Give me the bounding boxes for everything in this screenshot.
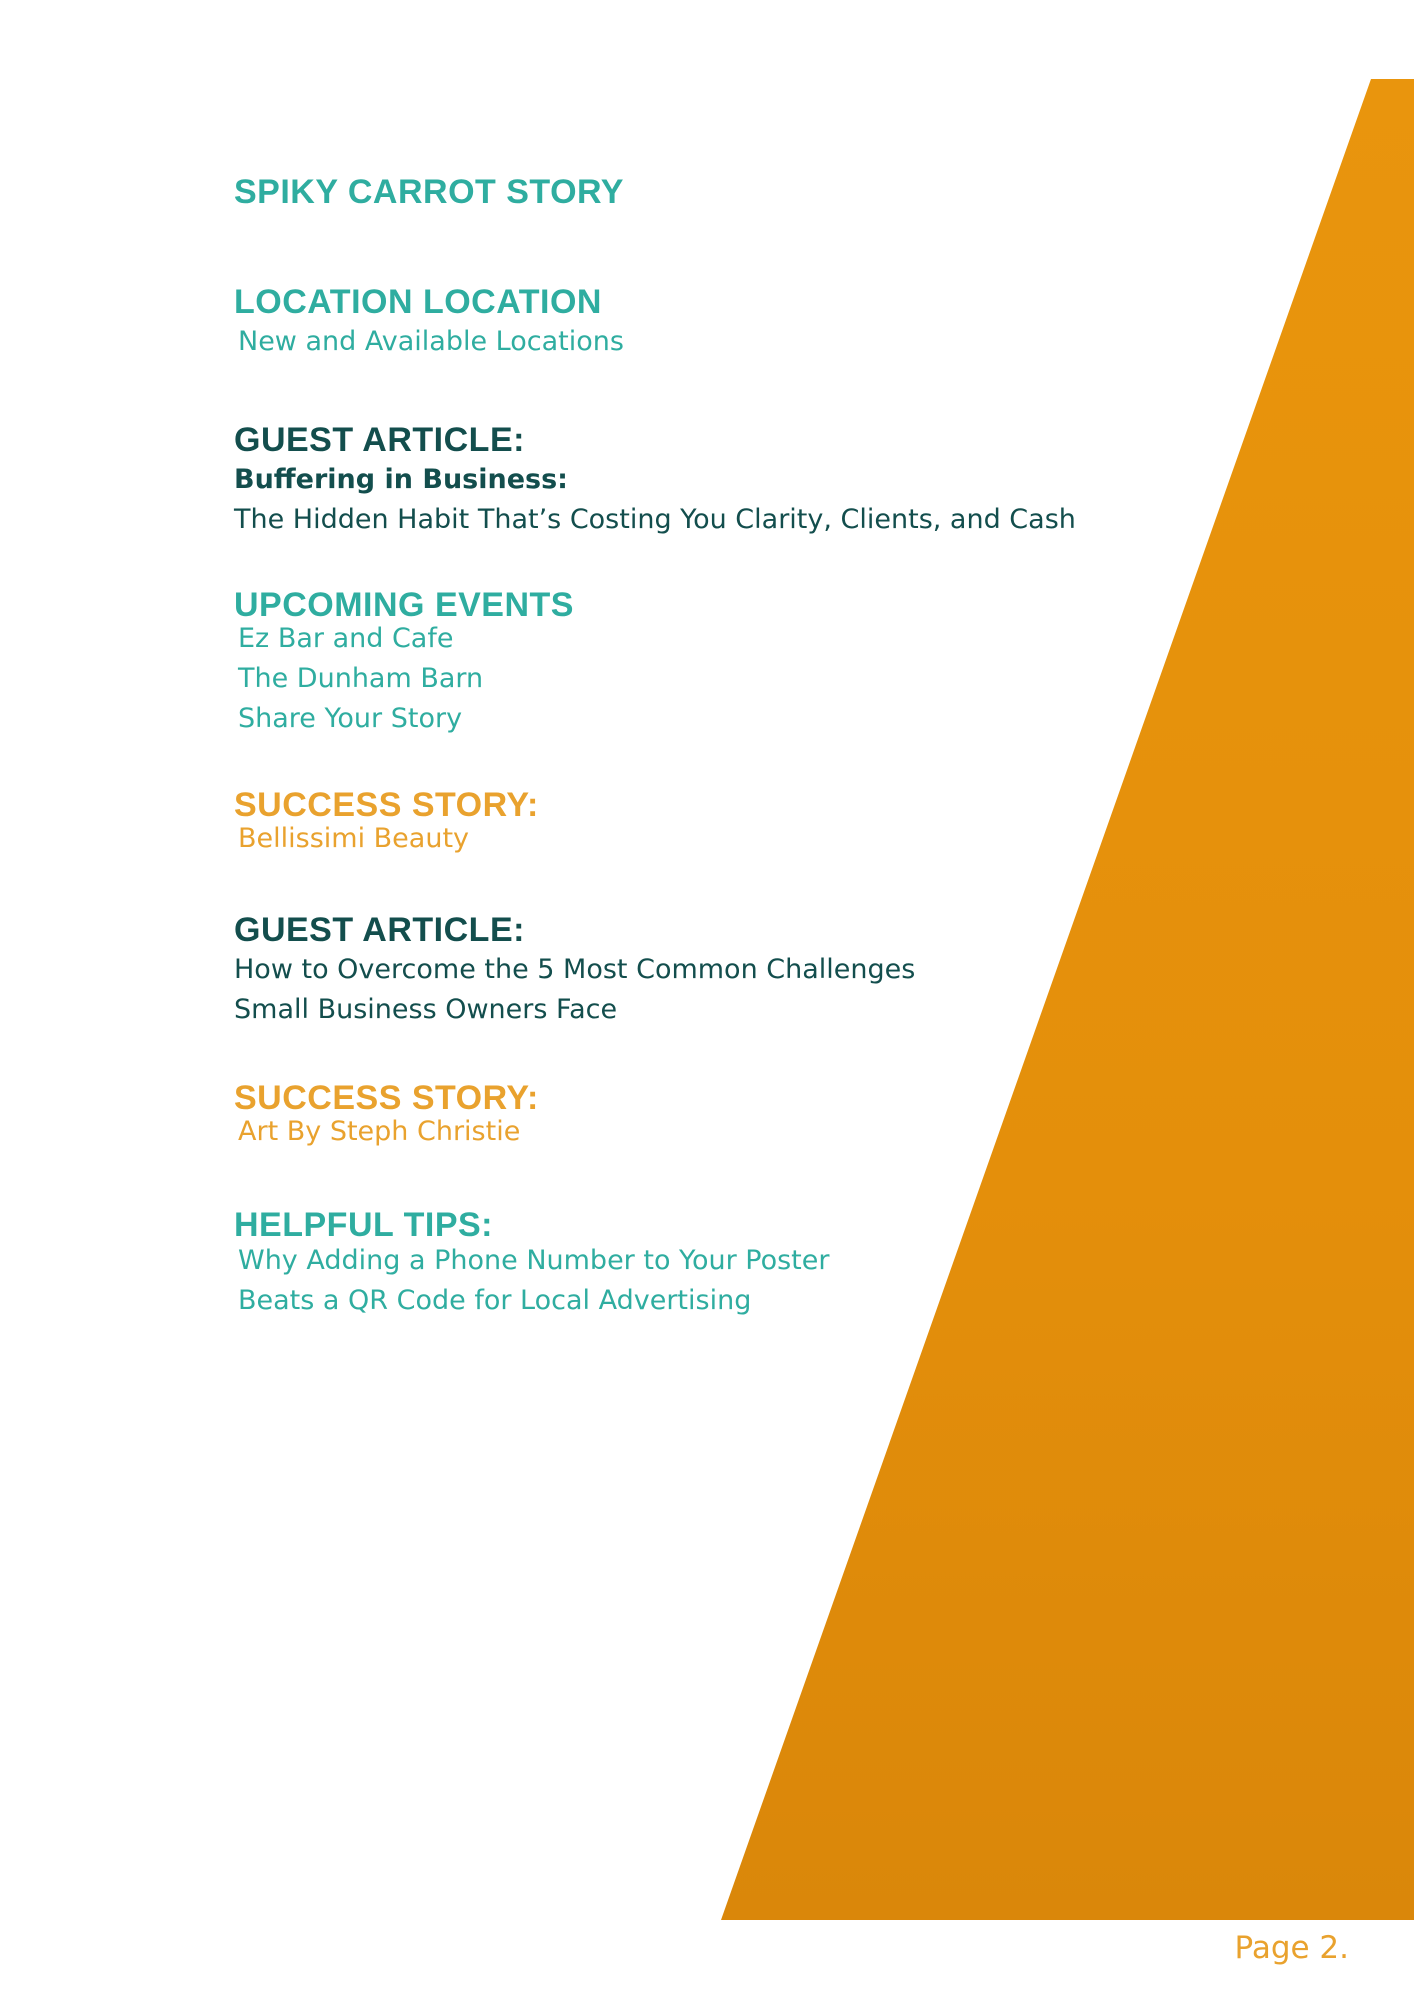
section-heading: LOCATION LOCATION: [234, 283, 602, 321]
section-subline: New and Available Locations: [238, 326, 624, 357]
section-subline: Bellissimi Beauty: [238, 823, 470, 854]
section-subline: Art By Steph Christie: [238, 1116, 521, 1147]
section-heading: SUCCESS STORY:: [234, 1079, 539, 1117]
section-heading: HELPFUL TIPS:: [234, 1206, 493, 1244]
page-number-label: Page 2.: [1234, 1930, 1349, 1966]
section-heading: GUEST ARTICLE:: [234, 421, 525, 459]
section-heading: UPCOMING EVENTS: [234, 586, 574, 624]
section-subline: Why Adding a Phone Number to Your Poster: [238, 1245, 830, 1276]
section-heading: SUCCESS STORY:: [234, 786, 539, 824]
section-subline: The Dunham Barn: [238, 663, 484, 694]
section-subline: Beats a QR Code for Local Advertising: [238, 1285, 752, 1316]
section-subline: How to Overcome the 5 Most Common Challenges: [234, 954, 916, 985]
section-subline: Share Your Story: [238, 703, 463, 734]
section-heading: GUEST ARTICLE:: [234, 911, 525, 949]
section-subline: The Hidden Habit That’s Costing You Clarity, Clients, and Cash: [234, 504, 1076, 535]
section-subline: Small Business Owners Face: [234, 994, 618, 1025]
article-title: Buffering in Business:: [234, 464, 568, 495]
section-heading: SPIKY CARROT STORY: [234, 173, 624, 211]
section-subline: Ez Bar and Cafe: [238, 623, 454, 654]
